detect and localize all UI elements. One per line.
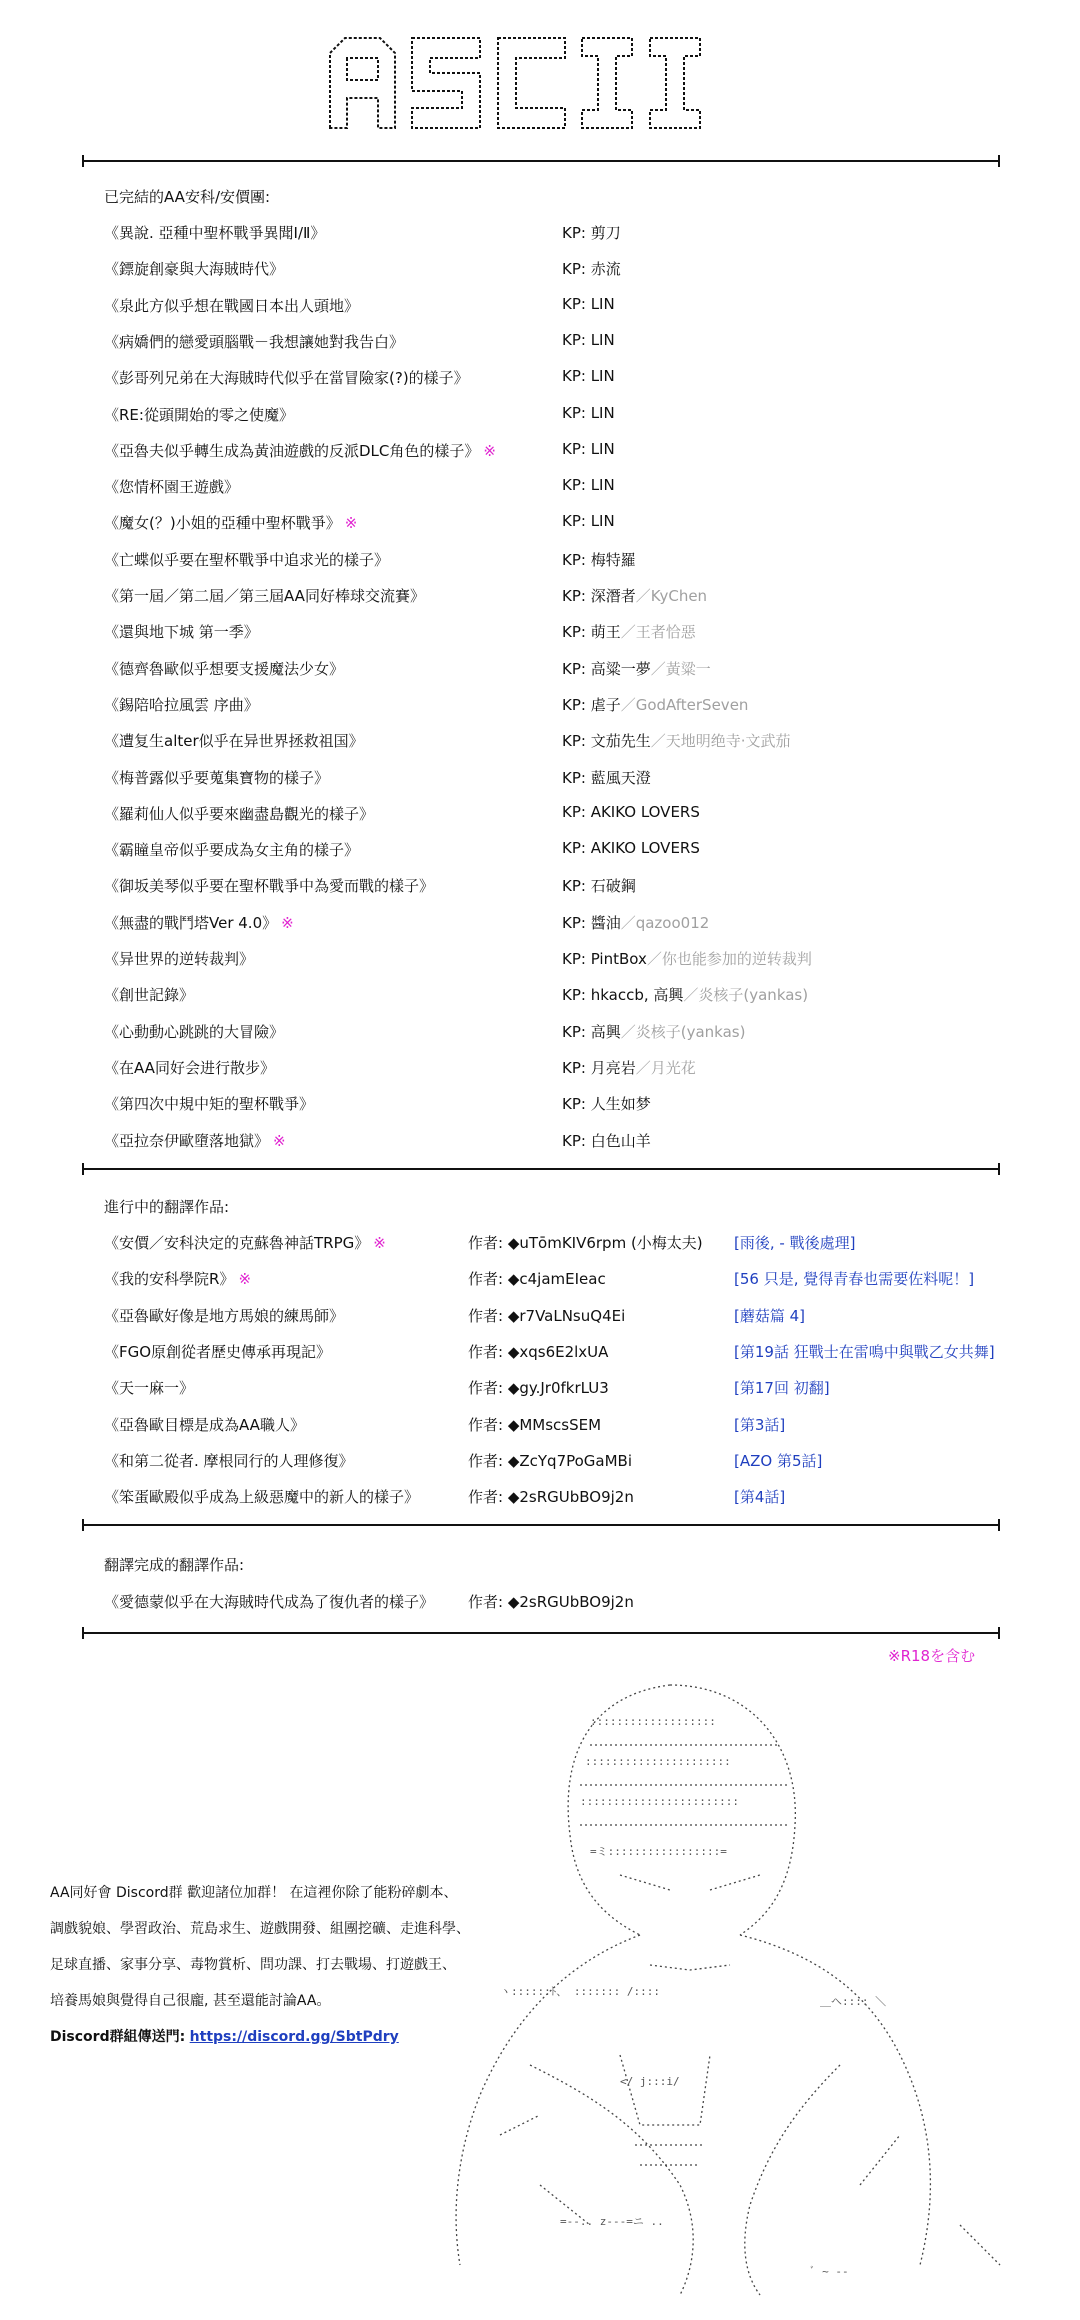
completed-item (104, 476, 1004, 500)
kp-alias: ／月光花 (635, 1058, 696, 1077)
latest-chapter-link[interactable]: [第17回 初翻] (734, 1379, 830, 1398)
work-title-text: 《亞魯歐目標是成為AA職人》 (104, 1415, 305, 1434)
work-title (104, 585, 425, 606)
completed-item (104, 1093, 1004, 1117)
kp-text: KP: 月亮岩 (562, 1058, 636, 1077)
work-title (104, 404, 294, 425)
work-title (104, 512, 357, 533)
kp-name (562, 948, 812, 969)
svg-text:=ミ:::::::::::::::::=: =ミ:::::::::::::::::= (590, 1845, 727, 1858)
latest-chapter-link[interactable]: [蘑菇篇 4] (734, 1306, 806, 1325)
ascii-logo (320, 28, 720, 138)
work-title (104, 730, 364, 751)
work-title (104, 1450, 354, 1471)
work-title-text: 《無盡的戰鬥塔Ver 4.0》 (104, 913, 278, 932)
completed-item (104, 694, 1004, 718)
kp-name (562, 222, 621, 243)
work-title-text: 《德齊魯歐似乎想要支援魔法少女》 (104, 659, 345, 678)
kp-name (562, 585, 707, 606)
work-title (104, 1057, 275, 1078)
kp-text: KP: 剪刀 (562, 224, 621, 242)
work-title-text: 《第四次中規中矩的聖杯戰爭》 (104, 1095, 315, 1114)
kp-name (562, 404, 615, 422)
work-title-text: 《還與地下城 第一季》 (104, 623, 259, 642)
kp-text: KP: 高興 (562, 1022, 621, 1041)
kp-alias: ／KyChen (635, 587, 708, 605)
svg-text:::::::::::::::::::::::: :::::::::::::::::::::: (585, 1755, 731, 1768)
discord-link[interactable]: https://discord.gg/SbtPdry (189, 2029, 399, 2045)
work-title (104, 1305, 344, 1326)
discord-line: 調戲貌娘、學習政治、荒島求生、遊戲開發、組團挖礦、走進科學、 (50, 1921, 470, 1937)
work-title (104, 658, 344, 679)
work-title (104, 367, 469, 388)
svg-text:ﾞ ~ -‐: ﾞ ~ -‐ (810, 2265, 849, 2278)
author-name: 作者: ◆ZcYq7PoGaMBi (468, 1451, 633, 1470)
work-title-text: 《病嬌們的戀愛頭腦戰－我想讓她對我告白》 (104, 332, 405, 351)
work-title (104, 1377, 194, 1398)
ongoing-item (104, 1232, 1004, 1256)
work-title (104, 1093, 314, 1114)
work-title (104, 1232, 386, 1253)
work-title-text: 《笨蛋歐殿似乎成為上級惡魔中的新人的樣子》 (104, 1488, 420, 1507)
ongoing-item (104, 1377, 1004, 1401)
work-title-text: 《泉此方似乎想在戰國日本出人頭地》 (104, 296, 360, 315)
work-title-text: 《羅莉仙人似乎要來幽盡島觀光的樣子》 (104, 804, 375, 823)
kp-text: KP: 藍風天澄 (562, 768, 651, 787)
work-title (104, 295, 359, 316)
completed-item (104, 803, 1004, 827)
completed-item (104, 1021, 1004, 1045)
r18-mark: ※ (344, 514, 358, 533)
r18-mark: ※ (373, 1234, 386, 1252)
completed-item (104, 948, 1004, 972)
discord-link-label: Discord群組傳送門: (50, 2029, 186, 2045)
completed-item (104, 767, 1004, 791)
work-title-text: 《鏢旋創豪與大海賊時代》 (104, 260, 285, 279)
work-title-text: 《心動動心跳跳的大冒險》 (104, 1022, 285, 1041)
divider-top (82, 160, 1000, 162)
kp-name (562, 803, 700, 821)
work-title (104, 767, 329, 788)
ongoing-item (104, 1450, 1004, 1474)
kp-name (562, 1130, 651, 1151)
discord-line: 培養馬娘與覺得自己很龐, 甚至還能討論AA。 (50, 1993, 331, 2009)
author-name: 作者: ◆gy.Jr0fkrLU3 (468, 1379, 609, 1398)
divider-finished (82, 1524, 1000, 1526)
work-title (104, 222, 325, 243)
kp-text: KP: LIN (562, 512, 615, 531)
kp-text: KP: LIN (562, 476, 615, 495)
kp-name (562, 440, 615, 458)
kp-name (562, 367, 615, 385)
latest-chapter-link[interactable]: [56 只是, 覺得青春也需要佐料呢！] (734, 1270, 975, 1289)
discord-line: AA同好會 Discord群 歡迎諸位加群！ 在這裡你除了能粉碎劇本、 (50, 1885, 458, 1901)
kp-name (562, 875, 636, 896)
latest-chapter-link[interactable]: [雨後, - 戰後處理] (734, 1234, 856, 1252)
svg-text:ヽ::::::ﾄ、 ::::::: /::::: ヽ::::::ﾄ、 ::::::: /:::: (500, 1985, 660, 1998)
completed-heading: 已完結的AA安科/安價團: (104, 188, 271, 206)
ongoing-item (104, 1268, 1004, 1292)
kp-name (562, 1021, 745, 1042)
finished-heading: 翻譯完成的翻譯作品: (104, 1556, 245, 1574)
work-title-text: 《遭复生alter似乎在异世界拯救祖国》 (104, 732, 364, 751)
work-title-text: 《梅普露似乎要蒐集寶物的樣子》 (104, 768, 330, 787)
work-title (104, 948, 254, 969)
work-title-text: 《亞魯歐好像是地方馬娘的練馬師》 (104, 1306, 345, 1325)
work-title (104, 476, 239, 497)
completed-item (104, 730, 1004, 754)
work-title (104, 694, 259, 715)
kp-text: KP: 萌王 (562, 623, 621, 642)
kp-alias: ／天地明绝寺·文武茄 (650, 732, 791, 751)
kp-text: KP: 人生如梦 (562, 1095, 651, 1114)
ascii-art-illustration (440, 1665, 1040, 2305)
latest-chapter-link[interactable]: [AZO 第5話] (734, 1451, 823, 1470)
work-title (104, 1021, 284, 1042)
kp-name (562, 730, 791, 751)
completed-item (104, 367, 1004, 391)
kp-alias: ／你也能参加的逆转裁判 (646, 950, 812, 968)
kp-name (562, 295, 615, 313)
ascii-logo-graphic (320, 28, 720, 138)
work-title-text: 《安價／安科決定的克蘇魯神話TRPG》 (104, 1234, 370, 1252)
kp-name (562, 549, 636, 570)
kp-name (562, 658, 711, 679)
ongoing-item (104, 1486, 1004, 1510)
kp-alias: ／炎核子(yankas) (620, 1022, 746, 1041)
completed-item (104, 912, 1004, 936)
completed-item (104, 1057, 1004, 1081)
r18-note: ※R18を含む (888, 1647, 976, 1665)
kp-text: KP: AKIKO LOVERS (562, 839, 700, 858)
r18-mark: ※ (483, 441, 496, 460)
completed-item (104, 839, 1004, 863)
work-title (104, 839, 359, 860)
kp-name (562, 258, 621, 279)
author-name: 作者: ◆2sRGUbBO9j2n (468, 1593, 634, 1611)
divider-ongoing (82, 1168, 1000, 1170)
work-title (104, 331, 404, 352)
author-name: 作者: ◆uTōmKIV6rpm (小梅太夫) (468, 1234, 703, 1252)
kp-name (562, 1057, 696, 1078)
kp-text: KP: LIN (562, 439, 615, 458)
work-title (104, 1341, 331, 1362)
svg-text:::::::::::::::::::::::::: :::::::::::::::::::::::: (580, 1795, 739, 1808)
completed-item (104, 512, 1004, 536)
latest-chapter-link[interactable]: [第3話] (734, 1415, 786, 1434)
r18-mark: ※ (238, 1270, 252, 1289)
kp-text: KP: LIN (562, 330, 615, 349)
work-title (104, 1414, 305, 1435)
svg-text:＿ヘ:::: ＼: ＿ヘ:::: ＼ (820, 1995, 887, 2008)
kp-text: KP: 梅特羅 (562, 550, 636, 569)
kp-text: KP: 石破鋼 (562, 877, 636, 896)
work-title-text: 《亞拉奈伊歐墮落地獄》 (104, 1131, 270, 1150)
svg-text:=-‐.. z--‐=ニ ..: =-‐.. z--‐=ニ .. (560, 2215, 664, 2228)
kp-text: KP: 深潛者 (562, 587, 636, 605)
kp-name (562, 912, 709, 933)
ascii-art-figure (440, 1665, 1040, 2305)
svg-text::::::::::::::::::::: ::::::::::::::::::: (590, 1715, 716, 1728)
completed-item (104, 440, 1004, 464)
ongoing-item (104, 1414, 1004, 1438)
r18-mark: ※ (273, 1131, 286, 1150)
kp-name (562, 694, 748, 715)
kp-text: KP: 虐子 (562, 695, 621, 714)
completed-item (104, 585, 1004, 609)
work-title (104, 258, 284, 279)
kp-name (562, 476, 615, 494)
ongoing-item (104, 1341, 1004, 1365)
work-title-text: 《您情杯園王遊戲》 (104, 478, 240, 497)
work-title-text: 《RE:從頭開始的零之使魔》 (104, 405, 294, 424)
kp-text: KP: LIN (562, 367, 615, 386)
r18-mark: ※ (281, 913, 294, 932)
kp-alias: ／王者恰惡 (620, 623, 696, 642)
completed-item (104, 258, 1004, 282)
work-title-text: 《FGO原創從者歷史傳承再現記》 (104, 1342, 332, 1361)
kp-name (562, 512, 615, 530)
work-title-text: 《錫陪哈拉風雲 序曲》 (104, 695, 259, 714)
author-name: 作者: ◆xqs6E2lxUA (468, 1342, 609, 1361)
work-title (104, 440, 496, 461)
work-title-text: 《亞魯夫似乎轉生成為黃油遊戲的反派DLC角色的樣子》 (104, 441, 480, 460)
completed-item (104, 295, 1004, 319)
work-title (104, 875, 434, 896)
kp-text: KP: PintBox (562, 950, 647, 968)
kp-alias: ／炎核子(yankas) (683, 986, 809, 1005)
author-name: 作者: ◆r7VaLNsuQ4Ei (468, 1306, 626, 1325)
kp-text: KP: hkaccb, 高興 (562, 986, 684, 1005)
discord-line: 足球直播、家事分享、毒物賞析、問功課、打去戰場、打遊戲王、 (50, 1957, 456, 1973)
work-title-text: 《霸瞳皇帝似乎要成為女主角的樣子》 (104, 841, 360, 860)
work-title (104, 803, 374, 824)
work-title-text: 《和第二從者. 摩根同行的人理修復》 (104, 1451, 354, 1470)
kp-alias: ／黃粱一 (650, 659, 711, 678)
work-title (104, 912, 294, 933)
kp-name (562, 1093, 651, 1114)
work-title-text: 《御坂美琴似乎要在聖杯戰爭中為愛而戰的樣子》 (104, 877, 435, 896)
author-name: 作者: ◆2sRGUbBO9j2n (468, 1488, 634, 1507)
work-title (104, 984, 194, 1005)
work-title-text: 《天一麻一》 (104, 1379, 195, 1398)
kp-alias: ／GodAfterSeven (620, 695, 749, 714)
work-title (104, 1486, 419, 1507)
kp-text: KP: 高粱一夢 (562, 659, 651, 678)
latest-chapter-link[interactable]: [第4話] (734, 1488, 786, 1507)
completed-item (104, 404, 1004, 428)
kp-alias: ／qazoo012 (620, 913, 710, 932)
kp-text: KP: LIN (562, 294, 615, 313)
kp-name (562, 839, 700, 857)
kp-text: KP: AKIKO LOVERS (562, 802, 700, 821)
finished-item (104, 1591, 1004, 1615)
completed-item (104, 658, 1004, 682)
completed-item (104, 331, 1004, 355)
ongoing-item (104, 1305, 1004, 1329)
author-name: 作者: ◆MMscsSEM (468, 1415, 602, 1434)
work-title-text: 《彭哥列兄弟在大海賊時代似乎在當冒險家(?)的樣子》 (104, 369, 469, 388)
work-title-text: 《魔女(？)小姐的亞種中聖杯戰爭》 (104, 514, 341, 533)
kp-text: KP: 赤流 (562, 260, 621, 279)
work-title (104, 1130, 286, 1151)
work-title-text: 《异世界的逆转裁判》 (104, 950, 255, 968)
ongoing-heading: 進行中的翻譯作品: (104, 1198, 230, 1216)
latest-chapter-link[interactable]: [第19話 狂戰士在雷鳴中與戰乙女共舞] (734, 1342, 995, 1361)
kp-text: KP: 醬油 (562, 913, 621, 932)
work-title-text: 《第一屆／第二屆／第三屆AA同好棒球交流賽》 (104, 587, 425, 605)
completed-item (104, 875, 1004, 899)
work-title-text: 《我的安科學院R》 (104, 1270, 235, 1289)
completed-item (104, 1130, 1004, 1154)
kp-text: KP: 白色山羊 (562, 1131, 651, 1150)
work-title: 《愛德蒙似乎在大海賊時代成為了復仇者的樣子》 (104, 1593, 435, 1611)
completed-item (104, 621, 1004, 645)
author-name: 作者: ◆c4jamEIeac (468, 1270, 606, 1289)
work-title (104, 621, 259, 642)
kp-text: KP: LIN (562, 403, 615, 422)
kp-name (562, 984, 808, 1005)
work-title (104, 1268, 251, 1289)
completed-item (104, 984, 1004, 1008)
completed-item (104, 549, 1004, 573)
work-title-text: 《異說. 亞種中聖杯戰爭異聞Ⅰ/Ⅱ》 (104, 224, 326, 242)
work-title-text: 《在AA同好会进行散步》 (104, 1058, 275, 1077)
kp-name (562, 331, 615, 349)
completed-item (104, 222, 1004, 246)
work-title (104, 549, 389, 570)
kp-name (562, 767, 651, 788)
work-title-text: 《創世記錄》 (104, 986, 195, 1005)
kp-name (562, 621, 696, 642)
svg-text:</ j:::i/: </ j:::i/ (620, 2075, 680, 2088)
work-title-text: 《亡蝶似乎要在聖杯戰爭中追求光的樣子》 (104, 550, 390, 569)
kp-text: KP: 文茄先生 (562, 732, 651, 751)
divider-bottom (82, 1632, 1000, 1634)
